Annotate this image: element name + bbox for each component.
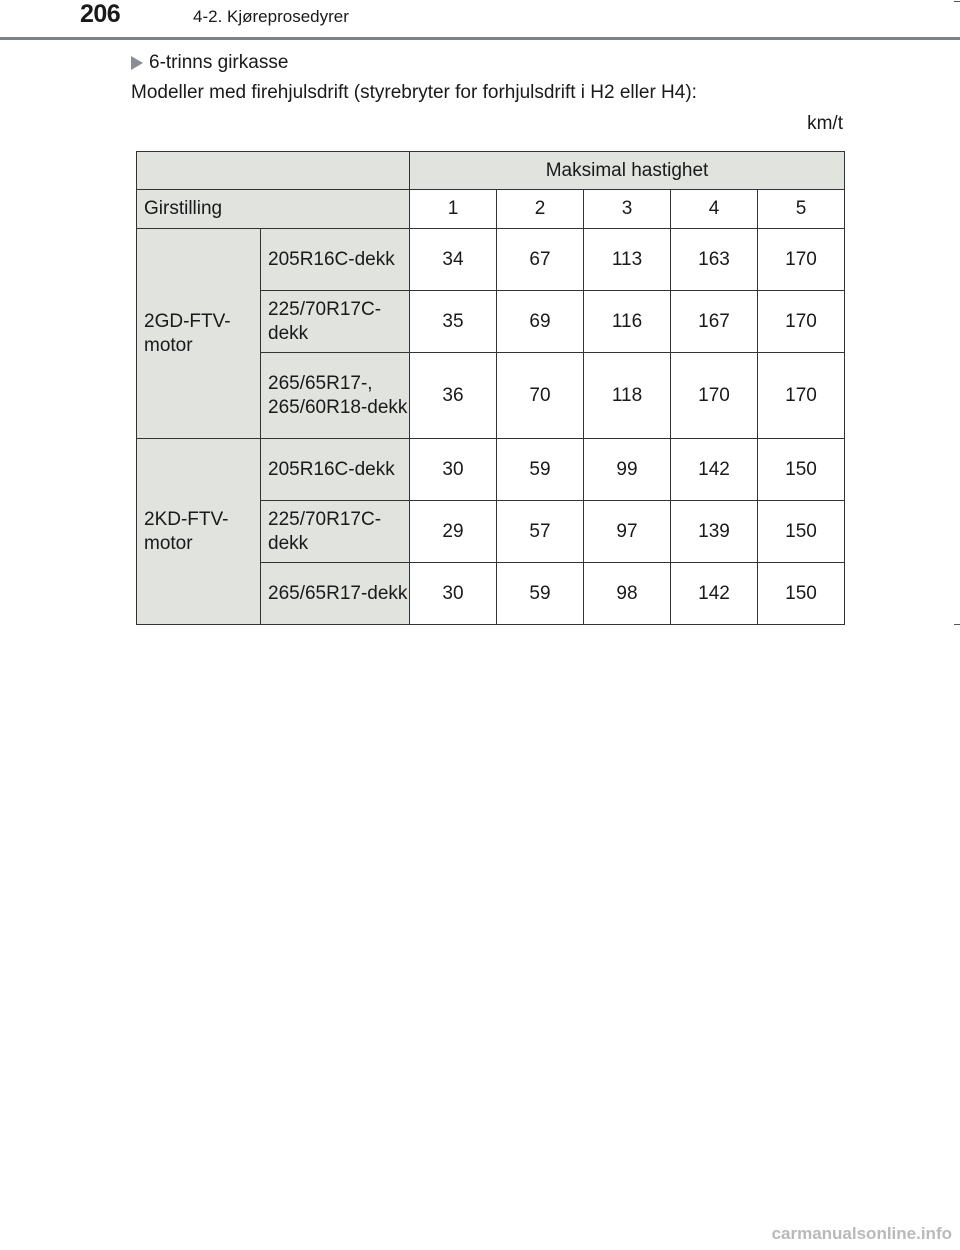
speed-value: 116 xyxy=(584,291,671,353)
speed-value: 57 xyxy=(497,501,584,563)
triangle-bullet-icon xyxy=(131,56,143,70)
unit-label: km/t xyxy=(807,113,843,134)
speed-value: 67 xyxy=(497,229,584,291)
speed-value: 142 xyxy=(671,439,758,501)
speed-value: 34 xyxy=(410,229,497,291)
speed-value: 167 xyxy=(671,291,758,353)
speed-value: 139 xyxy=(671,501,758,563)
tire-size: 265/65R17-, 265/60R18-dekk xyxy=(261,353,410,439)
speed-value: 118 xyxy=(584,353,671,439)
max-speed-header: Maksimal hastighet xyxy=(410,152,845,190)
speed-value: 36 xyxy=(410,353,497,439)
speed-value: 113 xyxy=(584,229,671,291)
header-blank-cell xyxy=(137,152,410,190)
speed-value: 150 xyxy=(758,563,845,625)
speed-value: 163 xyxy=(671,229,758,291)
speed-value: 30 xyxy=(410,563,497,625)
speed-value: 59 xyxy=(497,439,584,501)
speed-value: 69 xyxy=(497,291,584,353)
speed-value: 59 xyxy=(497,563,584,625)
speed-value: 29 xyxy=(410,501,497,563)
intro-text: Modeller med firehjulsdrift (styrebryter for forhjulsdrift i H2 eller H4): xyxy=(131,82,697,103)
edge-mark-bottom xyxy=(954,624,960,625)
speed-value: 99 xyxy=(584,439,671,501)
table-row xyxy=(137,439,845,501)
speed-value: 35 xyxy=(410,291,497,353)
edge-mark-top xyxy=(954,1,960,2)
speed-value: 98 xyxy=(584,563,671,625)
tire-size: 225/70R17C-dekk xyxy=(261,501,410,563)
gear-3: 3 xyxy=(584,190,671,229)
gear-2: 2 xyxy=(497,190,584,229)
gear-4: 4 xyxy=(671,190,758,229)
tire-size: 205R16C-dekk xyxy=(261,229,410,291)
gear-label: Girstilling xyxy=(137,190,410,229)
speed-value: 150 xyxy=(758,439,845,501)
table-header-row xyxy=(137,152,845,190)
speed-value: 170 xyxy=(758,229,845,291)
gear-row xyxy=(137,190,845,229)
speed-value: 170 xyxy=(758,353,845,439)
speed-value: 30 xyxy=(410,439,497,501)
engine-name: 2GD-FTV-motor xyxy=(137,229,261,439)
chapter-title: 4-2. Kjøreprosedyrer xyxy=(193,7,349,26)
table-row xyxy=(137,229,845,291)
gear-5: 5 xyxy=(758,190,845,229)
speed-table xyxy=(136,151,845,625)
tire-size: 205R16C-dekk xyxy=(261,439,410,501)
speed-value: 170 xyxy=(671,353,758,439)
header-rule xyxy=(0,37,960,40)
tire-size: 265/65R17-dekk xyxy=(261,563,410,625)
speed-value: 170 xyxy=(758,291,845,353)
tire-size: 225/70R17C-dekk xyxy=(261,291,410,353)
page-number: 206 xyxy=(80,0,121,28)
engine-name: 2KD-FTV-motor xyxy=(137,439,261,625)
watermark: carmanualsonline.info xyxy=(771,1224,952,1243)
speed-value: 97 xyxy=(584,501,671,563)
speed-value: 142 xyxy=(671,563,758,625)
section-heading xyxy=(131,52,288,74)
gear-1: 1 xyxy=(410,190,497,229)
section-heading-text: 6-trinns girkasse xyxy=(149,52,289,73)
speed-value: 70 xyxy=(497,353,584,439)
speed-value: 150 xyxy=(758,501,845,563)
